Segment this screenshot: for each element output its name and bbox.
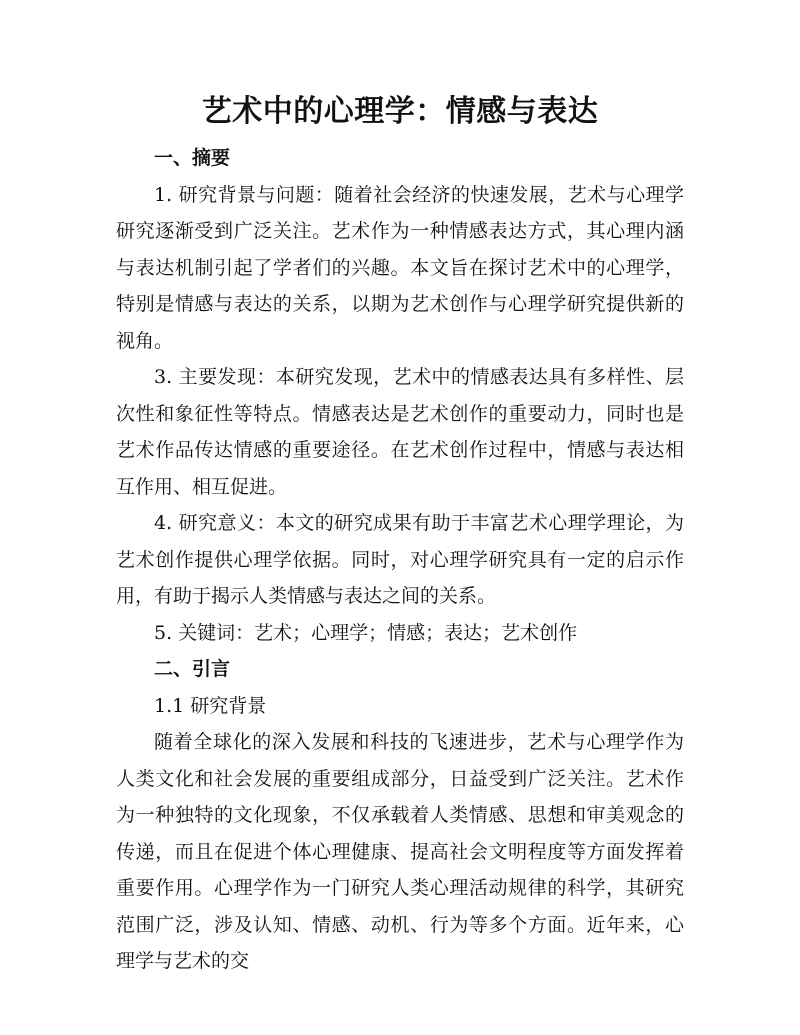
section-heading-introduction: 二、引言 (154, 658, 231, 680)
paragraph-research-significance: 4. 研究意义：本文的研究成果有助于丰富艺术心理学理论，为艺术创作提供心理学依据。同时，对心理学研究具有一定的启示作用，有助于揭示人类情感与表达之间的关系。 (116, 512, 684, 607)
subsection-heading-background: 1.1 研究背景 (154, 694, 267, 717)
document-title: 艺术中的心理学：情感与表达 (201, 94, 599, 129)
section-heading-abstract: 一、摘要 (154, 147, 231, 169)
paragraph-main-findings: 3. 主要发现：本研究发现，艺术中的情感表达具有多样性、层次性和象征性等特点。情感表达是艺术创作的重要动力，同时也是艺术作品传达情感的重要途径。在艺术创作过程中，情感与表达相互作用、相互促进。 (116, 366, 684, 498)
paragraph-introduction: 随着全球化的深入发展和科技的飞速进步，艺术与心理学作为人类文化和社会发展的重要组成部分，日益受到广泛关注。艺术作为一种独特的文化现象，不仅承载着人类情感、思想和审美观念的传递，而且在促进个体心理健康、提高社会文明程度等方面发挥着重要作用。心理学作为一门研究人类心理活动规律的科学，其研究范围广泛，涉及认知、情感、动机、行为等多个方面。近年来，心理学与艺术的交 (116, 731, 684, 972)
paragraph-keywords: 5. 关键词：艺术；心理学；情感；表达；艺术创作 (154, 621, 578, 644)
paragraph-research-background: 1. 研究背景与问题：随着社会经济的快速发展，艺术与心理学研究逐渐受到广泛关注。艺术作为一种情感表达方式，其心理内涵与表达机制引起了学者们的兴趣。本文旨在探讨艺术中的心理学，特别是情感与表达的关系，以期为艺术创作与心理学研究提供新的视角。 (116, 183, 684, 352)
document-body (116, 140, 684, 980)
